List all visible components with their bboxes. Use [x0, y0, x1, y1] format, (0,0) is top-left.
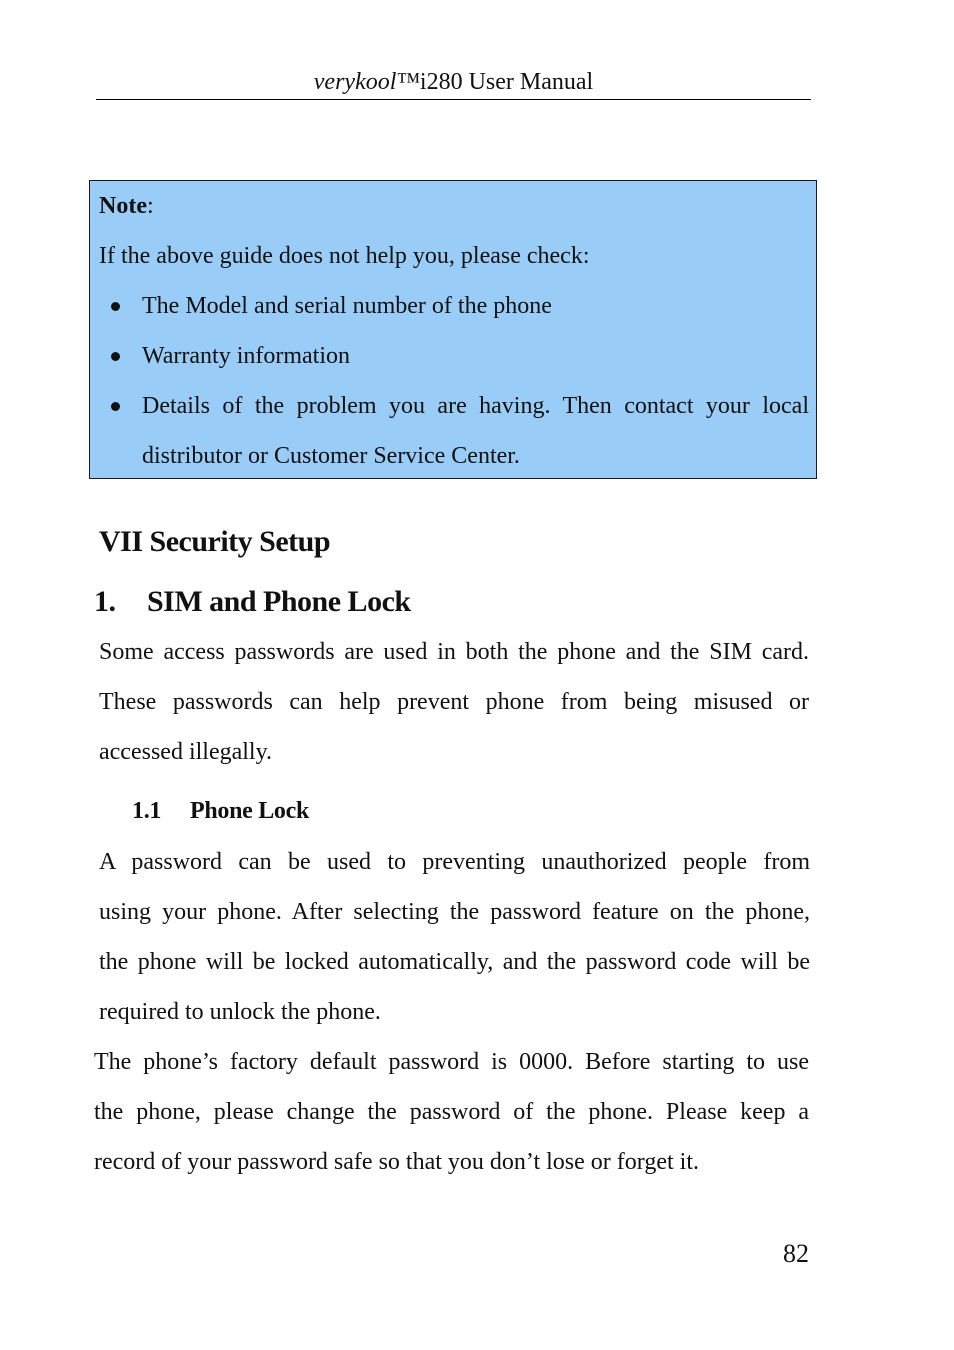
- bullet-icon: [111, 302, 120, 311]
- note-bullet-details: Details of the problem you are having. Then contact your local: [142, 393, 809, 419]
- chapter-title: VII Security Setup: [99, 525, 331, 558]
- note-bullet-warranty: Warranty information: [142, 343, 350, 369]
- note-heading: [99, 181, 154, 231]
- section-title: SIM and Phone Lock: [147, 585, 411, 618]
- section-paragraph-line: These passwords can help prevent phone from being misused or: [99, 689, 809, 715]
- section-heading: [94, 580, 411, 624]
- subsection-paragraph-line: required to unlock the phone.: [99, 999, 381, 1025]
- subsection-paragraph-line: the phone will be locked automatically, and the password code will be: [99, 949, 810, 975]
- subsection-paragraph-line: A password can be used to preventing unauthorized people from: [99, 849, 810, 875]
- header-title: i280 User Manual: [419, 69, 594, 95]
- section-number: 1.: [94, 585, 116, 618]
- note-label-suffix: :: [146, 193, 154, 219]
- note-bullet-model: The Model and serial number of the phone: [142, 293, 552, 319]
- password-paragraph-line: the phone, please change the password of the phone. Please keep a: [94, 1099, 809, 1125]
- page-header: [96, 66, 811, 100]
- page-number: 82: [783, 1239, 809, 1268]
- note-bullet-details-continued: distributor or Customer Service Center.: [142, 443, 520, 469]
- header-brand: verykool™: [313, 69, 420, 95]
- password-paragraph-line: The phone’s factory default password is 0000. Before starting to use: [94, 1049, 809, 1075]
- note-label: Note: [99, 193, 147, 219]
- subsection-heading: [132, 793, 309, 829]
- subsection-paragraph-line: using your phone. After selecting the password feature on the phone,: [99, 899, 810, 925]
- bullet-icon: [111, 352, 120, 361]
- section-paragraph-line: accessed illegally.: [99, 739, 273, 765]
- section-paragraph-line: Some access passwords are used in both the phone and the SIM card.: [99, 639, 809, 665]
- subsection-number: 1.1: [132, 798, 162, 824]
- bullet-icon: [111, 402, 120, 411]
- note-intro: If the above guide does not help you, please check:: [99, 243, 590, 269]
- note-box: [89, 180, 817, 479]
- password-paragraph-line: record of your password safe so that you don’t lose or forget it.: [94, 1149, 699, 1175]
- subsection-title: Phone Lock: [190, 798, 310, 824]
